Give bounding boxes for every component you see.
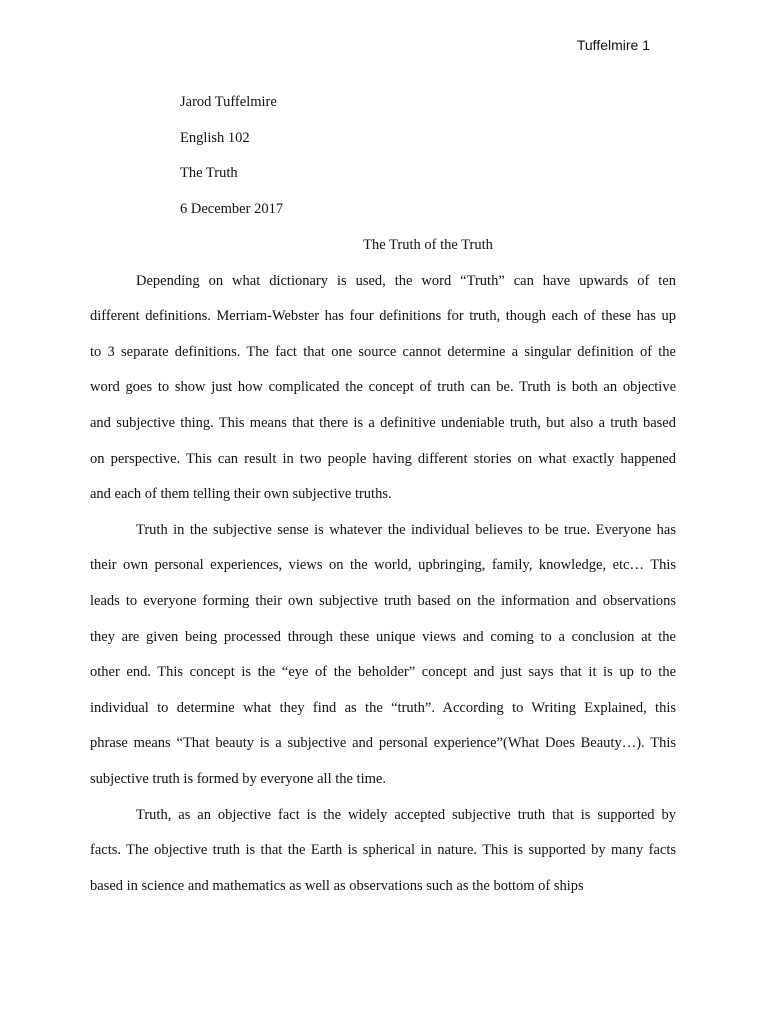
body-line: other end. This concept is the “eye of the beholder” concept and just says that it is up to the <box>90 664 676 680</box>
essay-date: 6 December 2017 <box>180 200 284 217</box>
body-line: Truth, as an objective fact is the widely accepted subjective truth that is supported by <box>136 807 676 823</box>
body-line: on perspective. This can result in two people having different stories on what exactly happened <box>90 451 676 467</box>
body-line: they are given being processed through these unique views and coming to a conclusion at the <box>90 629 676 645</box>
body-line: Depending on what dictionary is used, the word “Truth” can have upwards of ten <box>136 273 676 289</box>
mla-heading <box>180 92 283 234</box>
essay-title: The Truth of the Truth <box>363 237 493 253</box>
body-line: phrase means “That beauty is a subjective and personal experience”(What Does Beauty…). This <box>90 735 676 751</box>
body-line: individual to determine what they find as the “truth”. According to Writing Explained, this <box>90 700 676 716</box>
body-line: Truth in the subjective sense is whatever the individual believes to be true. Everyone has <box>136 522 676 538</box>
body-line: to 3 separate definitions. The fact that one source cannot determine a singular definition of the <box>90 344 676 360</box>
body-line: and each of them telling their own subjective truths. <box>90 486 392 502</box>
body-line: word goes to show just how complicated the concept of truth can be. Truth is both an objective <box>90 379 676 395</box>
body-line: different definitions. Merriam-Webster has four definitions for truth, though each of these has up <box>90 308 676 324</box>
body-line: leads to everyone forming their own subjective truth based on the information and observations <box>90 593 676 609</box>
body-line: their own personal experiences, views on the world, upbringing, family, knowledge, etc… This <box>90 557 676 573</box>
course-name: English 102 <box>180 129 250 146</box>
body-line: and subjective thing. This means that there is a definitive undeniable truth, but also a truth based <box>90 415 676 431</box>
running-head: Tuffelmire 1 <box>576 37 650 53</box>
author-name: Jarod Tuffelmire <box>180 94 277 110</box>
body-line: facts. The objective truth is that the Earth is spherical in nature. This is supported by many facts <box>90 842 676 858</box>
body-line: subjective truth is formed by everyone all the time. <box>90 771 386 787</box>
assignment-name: The Truth <box>180 165 238 182</box>
body-line: based in science and mathematics as well as observations such as the bottom of ships <box>90 878 584 894</box>
